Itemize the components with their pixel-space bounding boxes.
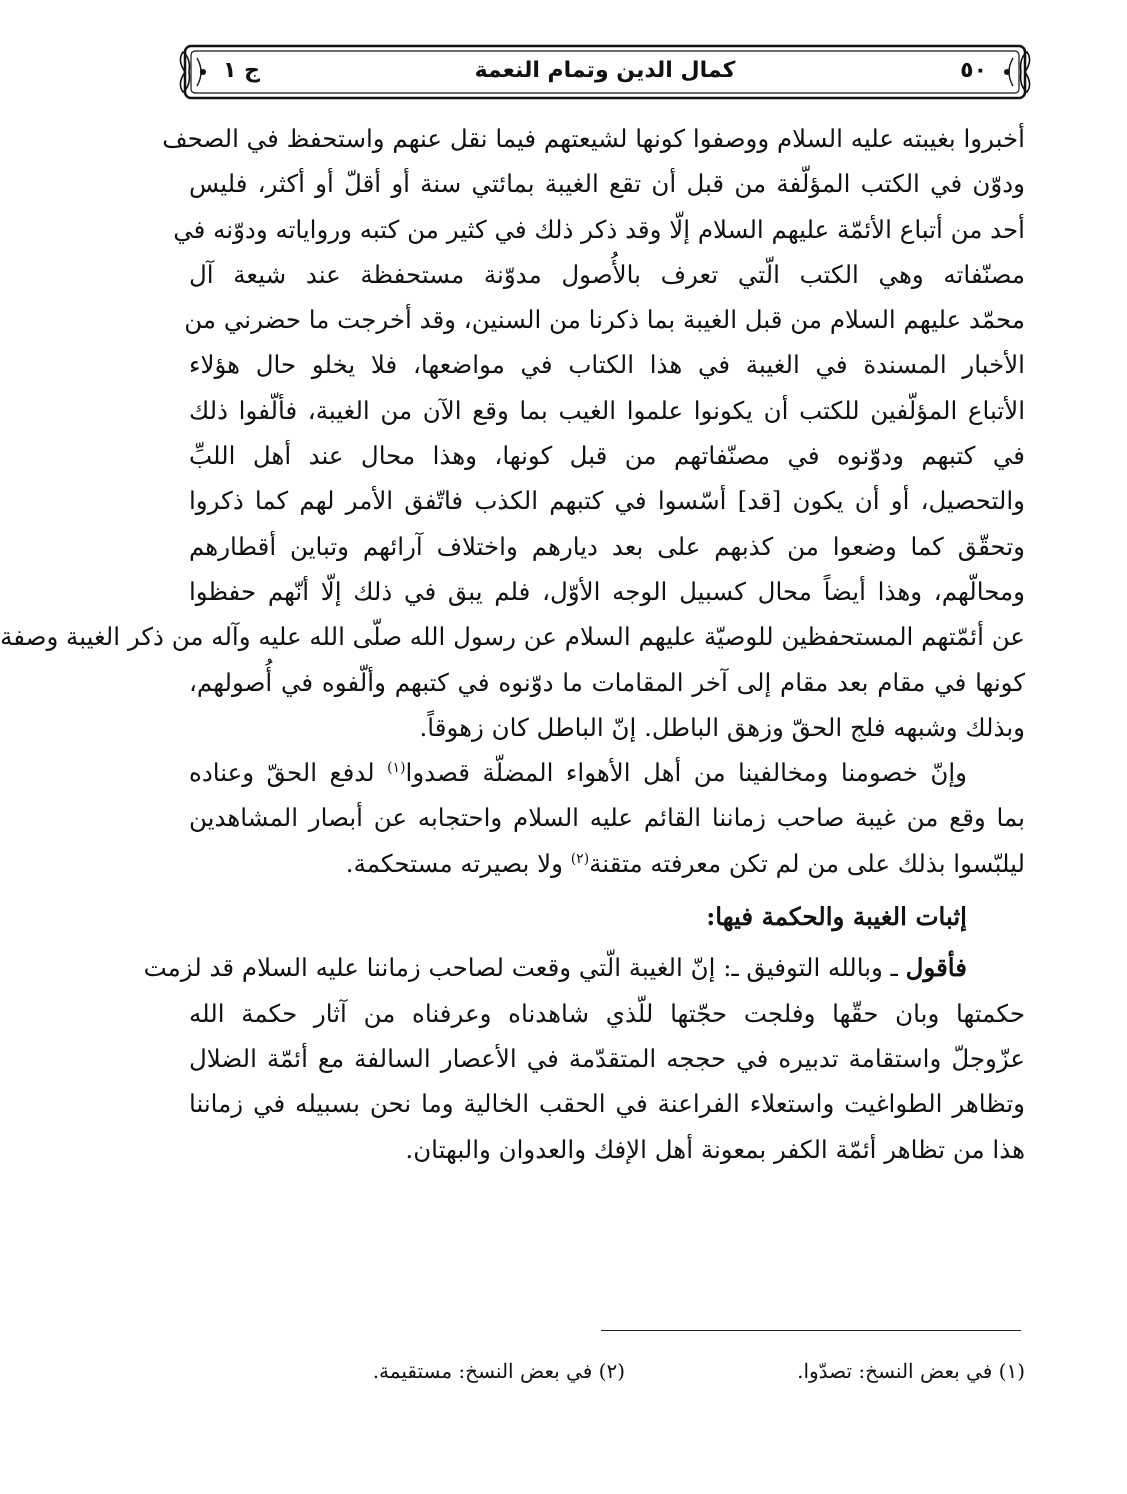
page-header	[177, 40, 1033, 104]
text-span: ولا بصيرته مستحكمة.	[345, 848, 571, 878]
text-line: ومحالّهم، وهذا أيضاً محال كسبيل الوجه الأوّل، فلم يبق في ذلك إلّا أنّهم حفظوا	[189, 576, 1025, 606]
text-line: ودوّن في الكتب المؤلّفة من قبل أن تقع الغيبة بمائتي سنة أو أقلّ أو أكثر، فليس	[189, 169, 1025, 199]
text-line	[189, 750, 1025, 795]
footnote-2: (٢) في بعض النسخ: مستقيمة.	[372, 1359, 625, 1383]
book-title: كمال الدين وتمام النعمة	[474, 58, 736, 83]
footnote-1: (١) في بعض النسخ: تصدّوا.	[797, 1359, 1025, 1383]
text-line: والتحصيل، أو أن يكون [قد] أسّسوا في كتبهم الكذب فاتّفق الأمر لهم كما ذكروا	[189, 486, 1025, 516]
text-span: ـ وبالله التوفيق ـ: إنّ الغيبة الّتي وقعت لصاحب زماننا عليه السلام قد لزمت	[143, 953, 906, 983]
text-line: مصنّفاته وهي الكتب الّتي تعرف بالأُصول مدوّنة مستحفظة عند شيعة آل	[189, 259, 1025, 289]
text-span: لدفع الحقّ وعناده	[189, 758, 388, 788]
text-line	[143, 945, 1025, 990]
footnotes	[189, 1354, 1025, 1388]
text-line: الأخبار المسندة في الغيبة في هذا الكتاب في مواضعها، فلا يخلو حال هؤلاء	[189, 350, 1025, 380]
text-line	[189, 841, 1025, 886]
text-line: عن أئمّتهم المستحفظين للوصيّة عليهم السلام عن رسول الله صلّى الله عليه وآله من ذكر الغيبة وصفة	[0, 622, 1025, 652]
text-line: أخبروا بغيبته عليه السلام ووصفوا كونها لشيعتهم فيما نقل عنهم واستحفظ في الصحف	[162, 124, 1025, 153]
text-line: عزّوجلّ واستقامة تدبيره في حججه المتقدّمة في الأعصار السالفة مع أئمّة الضلال	[189, 1043, 1025, 1073]
text-line: أحد من أتباع الأئمّة عليهم السلام إلّا وقد ذكر ذلك في كثير من كتبه ورواياته ودوّنه في	[173, 214, 1025, 244]
page-number: ٥٠	[960, 58, 987, 83]
footnote-divider	[601, 1330, 1021, 1331]
footnote-marker: (١)	[387, 760, 406, 776]
text-span: وإنّ خصومنا ومخالفينا من أهل الأهواء المضلّة قصدوا	[405, 758, 967, 788]
text-line: في كتبهم ودوّنوه في مصنّفاتهم من قبل كونها، وهذا محال عند أهل اللبِّ	[189, 441, 1025, 471]
text-line: كونها في مقام بعد مقام إلى آخر المقامات ما دوّنوه في كتبهم وألّفوه في أُصولهم،	[189, 667, 1025, 697]
volume-number: ج ١	[223, 58, 260, 83]
body-text	[0, 116, 1025, 1172]
text-span: ليلبّسوا بذلك على من لم تكن معرفته متقنة	[589, 848, 1025, 878]
text-line: الأتباع المؤلّفين للكتب أن يكونوا علموا الغيب بما وقع الآن من الغيبة، فألّفوا ذلك	[189, 395, 1025, 425]
text-line: وتظاهر الطواغيت واستعلاء الفراعنة في الحقب الخالية وما نحن بسبيله في زماننا	[189, 1089, 1025, 1119]
text-line: حكمتها وبان حقّها وفلجت حجّتها للّذي شاهدناه وعرفناه من آثار حكمة الله	[189, 998, 1025, 1028]
section-heading: إثبات الغيبة والحكمة فيها:	[706, 902, 967, 932]
text-line: وبذلك وشبهه فلج الحقّ وزهق الباطل. إنّ الباطل كان زهوقاً.	[419, 712, 1025, 742]
footnote-marker: (٢)	[570, 850, 590, 867]
text-line: هذا من تظاهر أئمّة الكفر بمعونة أهل الإفك والعدوان والبهتان.	[405, 1134, 1025, 1164]
lead-word: فأقول	[905, 953, 967, 983]
text-line: محمّد عليهم السلام من قبل الغيبة بما ذكرنا من السنين، وقد أخرجت ما حضرني من	[184, 305, 1025, 335]
text-line: بما وقع من غيبة صاحب زماننا القائم عليه السلام واحتجابه عن أبصار المشاهدين	[189, 803, 1025, 833]
text-line: وتحقّق كما وضعوا من كذبهم على بعد ديارهم واختلاف آرائهم وتباين أقطارهم	[189, 531, 1025, 561]
